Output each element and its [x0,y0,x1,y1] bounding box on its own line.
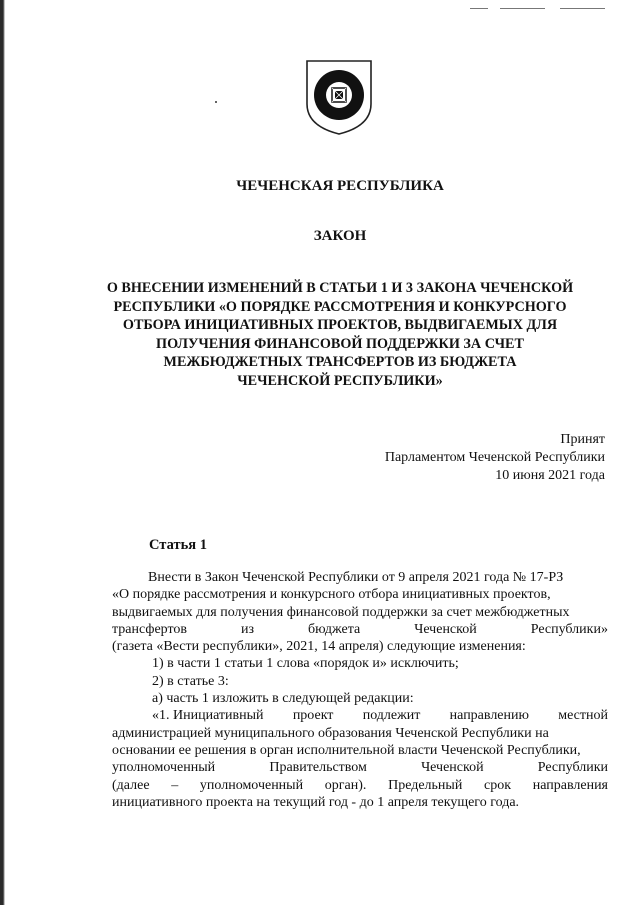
word: направлению [449,708,529,724]
list-item: 1) в части 1 статьи 1 слова «порядок и» исключить; [152,656,459,672]
adoption-line: Принят [560,432,605,447]
scan-speck [215,101,217,103]
law-title: О ВНЕСЕНИИ ИЗМЕНЕНИЙ В СТАТЬИ 1 И 3 ЗАКОНА ЧЕЧЕНСКОЙ РЕСПУБЛИКИ «О ПОРЯДКЕ РАССМОТРЕНИЯ И КОНКУРСНОГО ОТБОРА ИНИЦИАТИВНЫХ ПРОЕКТОВ, ВЫДВИГАЕМЫХ ДЛЯ ПОЛУЧЕНИЯ ФИНАНСОВОЙ ПОДДЕРЖКИ ЗА СЧЕТ МЕЖБЮДЖЕТНЫХ ТРАНСФЕРТОВ ИЗ БЮДЖЕТА ЧЕЧЕНСКОЙ РЕСПУБЛИКИ» [106,280,574,389]
coat-of-arms-emblem [303,58,375,136]
word: из [241,621,255,637]
list-item: 2) в статье 3: [152,673,229,689]
quote-line [112,707,608,724]
word: Предельный [388,777,463,793]
scan-mark [560,8,605,9]
paragraph-line [112,621,608,638]
adoption-block [385,431,605,485]
word: «1. Инициативный [152,708,264,724]
word: трансфертов [112,621,188,637]
paragraph-line: Внести в Закон Чеченской Республики от 9 апреля 2021 года № 17-РЗ [148,570,564,585]
quote-line: инициативного проекта на текущий год - до 1 апреля текущего года. [112,794,520,810]
word: Правительством [269,760,367,776]
word: Чеченской [414,621,477,637]
word: Республики» [530,621,608,637]
word: – [171,777,179,793]
word: проект [292,708,334,724]
quote-line [112,777,608,794]
word: местной [558,708,608,724]
scan-mark [500,8,545,9]
quote-line: основании ее решения в орган исполнительной власти Чеченской Республики, [112,742,581,758]
republic-name: ЧЕЧЕНСКАЯ РЕСПУБЛИКА [236,178,444,194]
word: бюджета [308,621,361,637]
paragraph-line: (газета «Вести республики», 2021, 14 апреля) следующие изменения: [112,639,526,655]
paragraph-line: выдвигаемых для получения финансовой поддержки за счет межбюджетных [112,604,570,620]
word: срок [484,777,512,793]
word: направления [532,777,608,793]
word: (далее [112,777,150,793]
word: уполномоченный [112,760,216,776]
document-type: ЗАКОН [313,228,367,244]
word: Республики [537,760,608,776]
list-item: а) часть 1 изложить в следующей редакции: [152,691,414,707]
scan-mark [470,8,488,9]
quote-line [112,759,608,776]
word: Чеченской [421,760,484,776]
paragraph-line: «О порядке рассмотрения и конкурсного отбора инициативных проектов, [112,587,551,603]
word: уполномоченный [199,777,304,793]
article-body [112,569,608,811]
adoption-date: 10 июня 2021 года [495,468,605,483]
adoption-line: Парламентом Чеченской Республики [384,450,605,465]
article-heading: Статья 1 [149,537,207,553]
word: орган). [324,777,367,793]
word: подлежит [362,708,421,724]
quote-line: администрацией муниципального образования Чеченской Республики на [112,725,549,741]
scan-edge [0,0,5,905]
